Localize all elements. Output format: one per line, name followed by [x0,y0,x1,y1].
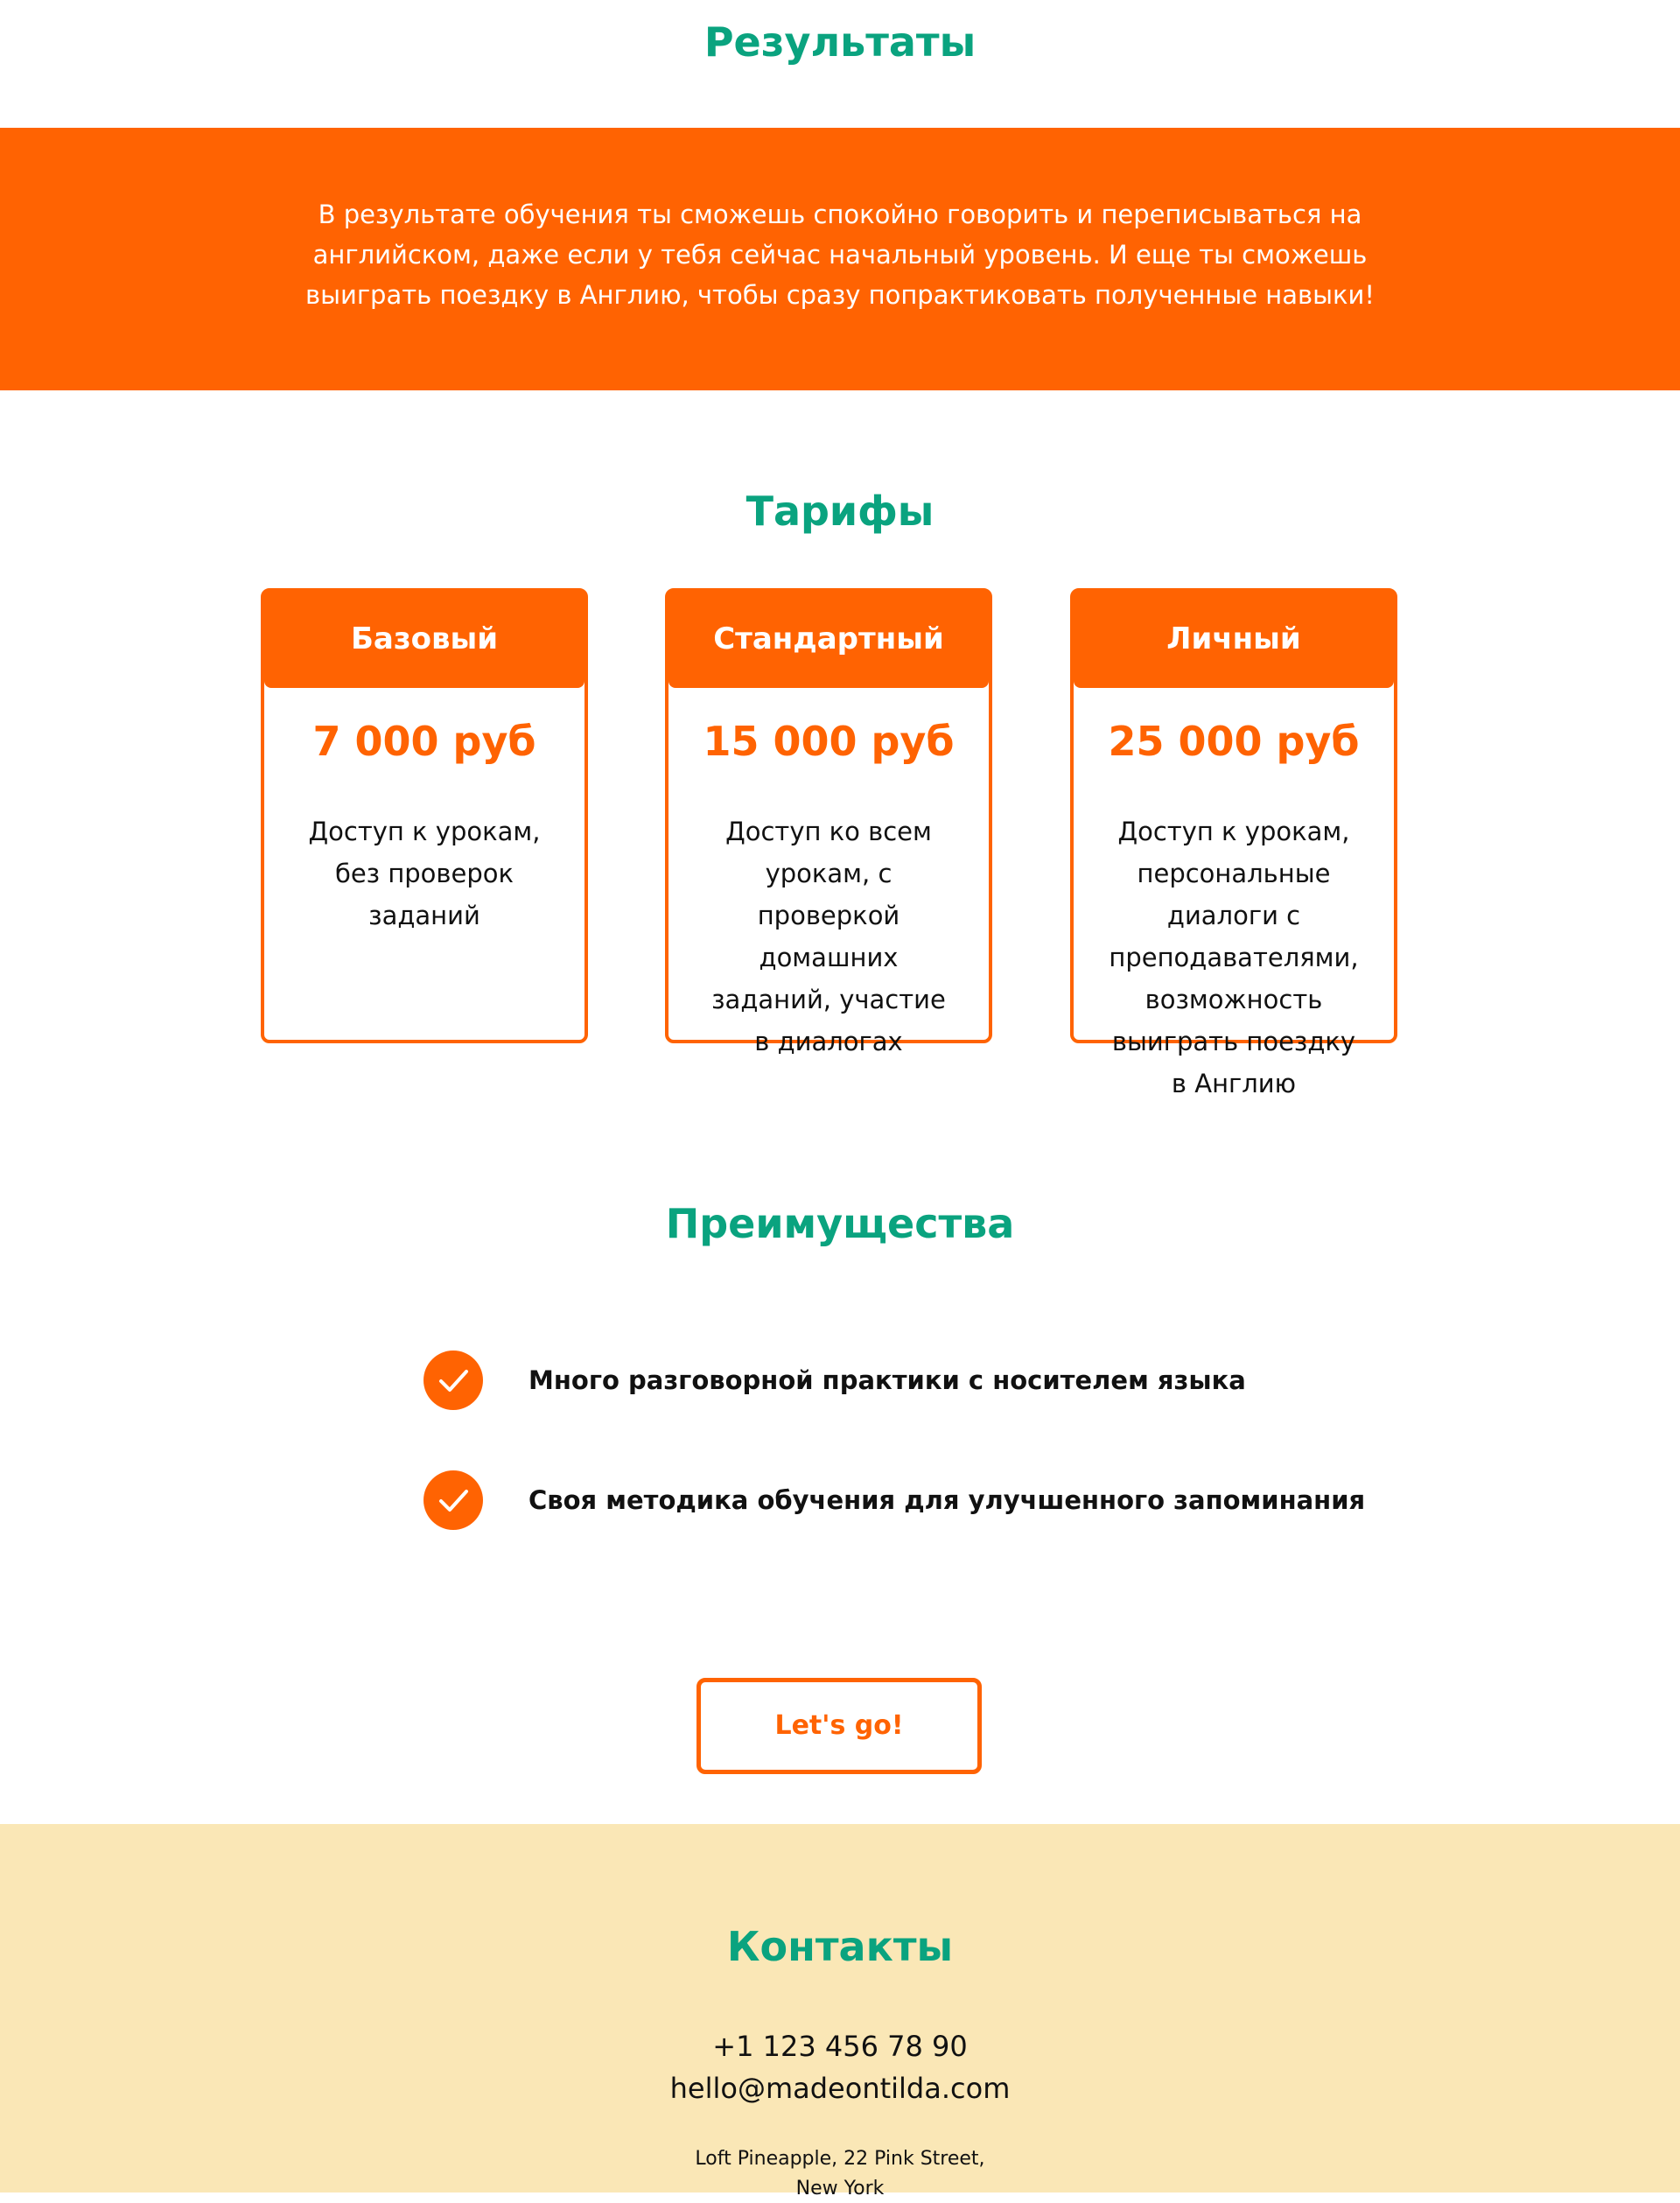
address-line-2: New York [795,2178,885,2199]
tariff-description: Доступ к урокам, персональные диалоги с преподавателями, возможность выиграть поездку в Англию [1109,817,1359,1098]
phone-link[interactable]: +1 123 456 78 90 [712,2030,968,2063]
email-line [0,2069,1680,2108]
tariff-card-basic [261,588,588,1043]
tariff-price: 25 000 руб [1108,718,1360,765]
tariff-price: 15 000 руб [703,718,955,765]
advantage-text: Много разговорной практики с носителем языка [528,1365,1246,1395]
check-circle-icon [424,1351,483,1410]
advantage-item [424,1470,1366,1532]
tariff-card-standard [665,588,992,1056]
results-band [0,128,1680,390]
advantages-title: Преимущества [665,1200,1015,1247]
tariff-price: 7 000 руб [312,718,536,765]
advantage-text: Своя методика обучения для улучшенного запоминания [528,1485,1366,1515]
tariff-name: Стандартный [713,621,944,656]
tariffs-title: Тарифы [746,488,934,535]
address-line-1: Loft Pineapple, 22 Pink Street, [695,2148,985,2170]
check-circle-icon [424,1470,483,1530]
advantage-item [424,1351,1298,1412]
results-title: Результаты [704,18,976,66]
tariff-card-header [668,592,989,688]
tariff-card-header [264,592,584,688]
contacts-title: Контакты [726,1923,954,1970]
lets-go-button[interactable]: Let's go! [696,1678,982,1774]
tariff-description: Доступ к урокам, без проверок заданий [308,817,541,930]
results-text: В результате обучения ты сможешь спокойно говорить и переписываться на английском, даже если у тебя сейчас начальный уровень. И еще ты сможешь выиграть поездку в Англию, чтобы сразу попрактиковать полученные навыки! [304,200,1376,310]
tariff-card-personal [1070,588,1397,1098]
phone-line [0,2027,1680,2066]
tariff-description: Доступ ко всем урокам, с проверкой домашних заданий, участие в диалогах [711,817,946,1056]
tariff-name: Базовый [350,621,499,656]
tariff-card-header [1074,592,1394,688]
tariff-name: Личный [1166,621,1301,656]
email-link[interactable]: hello@madeontilda.com [669,2072,1011,2105]
contacts-section [0,1824,1680,2199]
